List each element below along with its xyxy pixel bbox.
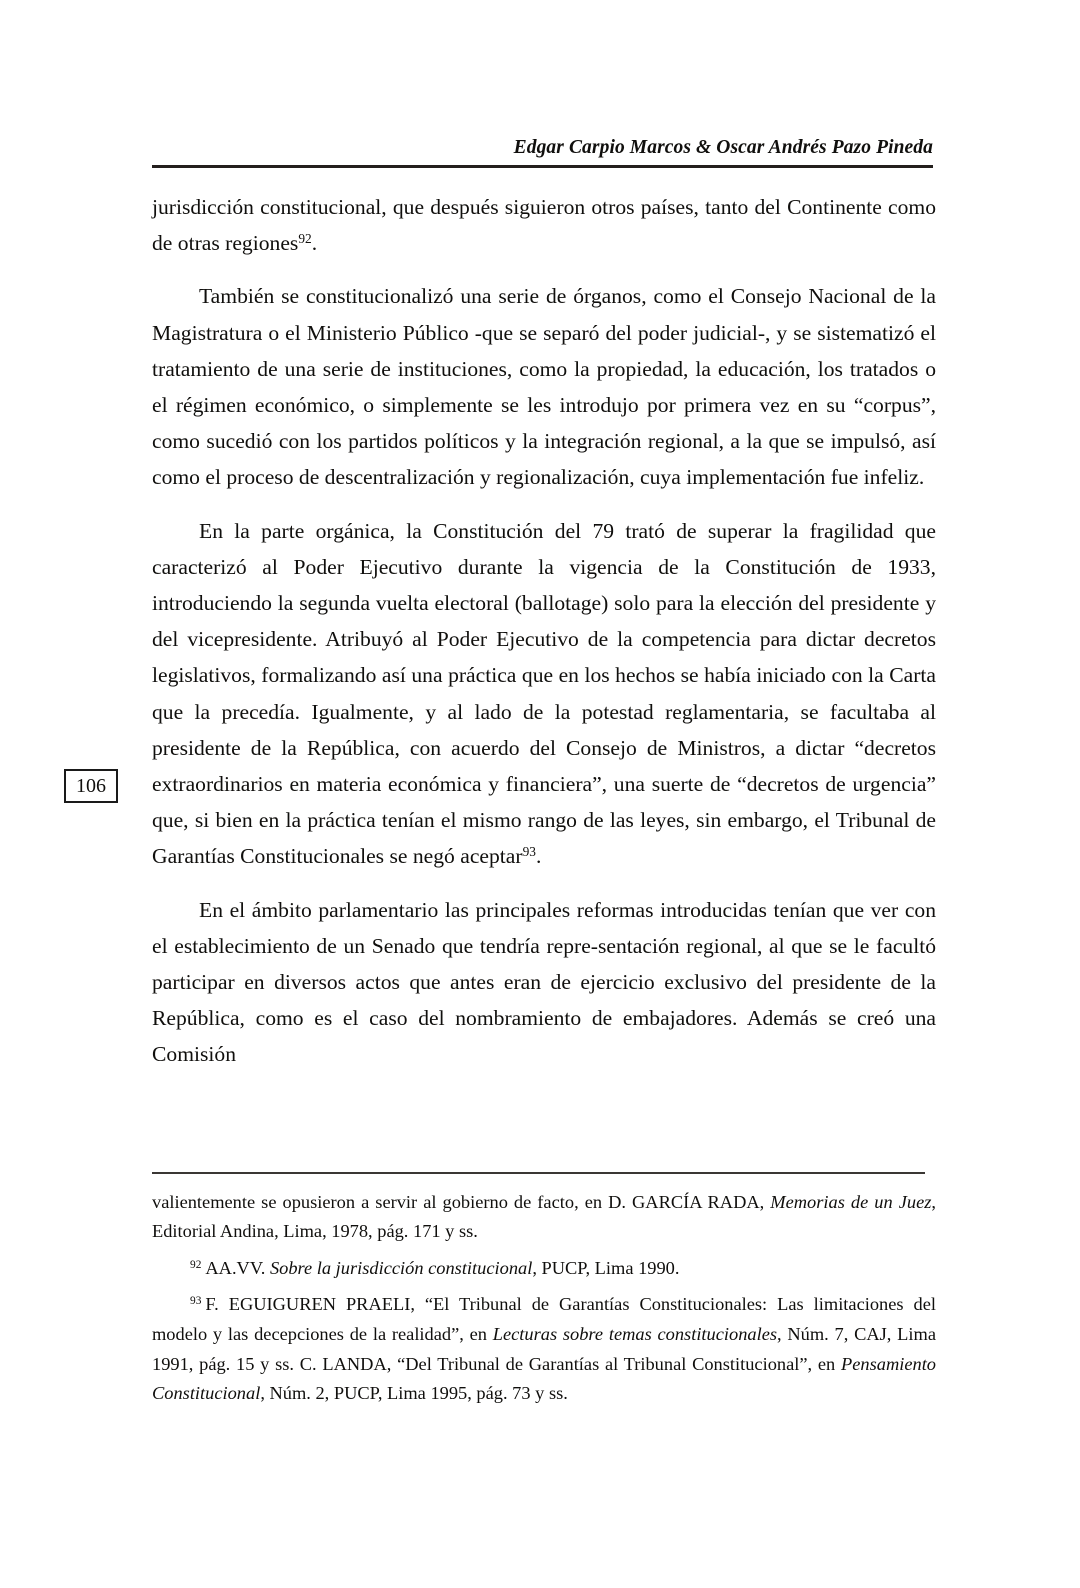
footnote-reference-92[interactable]: 92	[298, 231, 312, 247]
footnote-92	[152, 1254, 936, 1284]
footnote-title-italic-2: Pensamiento Constitucional	[152, 1353, 936, 1404]
footnote-text-tail: , PUCP, Lima 1990.	[532, 1257, 680, 1278]
footnote-title-italic: Sobre la jurisdicción constitucional	[269, 1257, 533, 1278]
footnote-93	[152, 1290, 936, 1408]
footnote-text: F. EGUIGUREN PRAELI, “El Tribunal de Garantías Constitucionales: Las limitaciones del modelo y las decepciones de la realidad”, en	[152, 1294, 936, 1344]
footnotes-section	[152, 1172, 936, 1409]
paragraph-text: jurisdicción constitucional, que después siguieron otros países, tanto del Continente como de otras regiones	[152, 195, 936, 256]
footnote-reference-93[interactable]: 93	[522, 844, 536, 860]
page-header	[152, 136, 933, 168]
footnote-text: valientemente se opusieron a servir al gobierno de facto, en D. GARCÍA RADA,	[152, 1191, 771, 1212]
header-rule	[152, 165, 933, 168]
paragraph-text-tail: .	[535, 844, 542, 869]
footnote-text: AA.VV.	[205, 1257, 270, 1278]
footnote-title-italic-1: Lecturas sobre temas constitucionales	[492, 1323, 778, 1344]
paragraph-text-tail: .	[311, 231, 318, 256]
paragraph-organos: También se constitucionalizó una serie de órganos, como el Consejo Nacional de la Magistratura o el Ministerio Público -que se separó del poder judicial-, y se sistematizó el tratamiento de una serie de instituciones, como la propiedad, la educación, los tratados o el régimen económico, o simplemente se les introdujo por primera vez en su “corpus”, como sucedió con los partidos políticos y la integración regional, a la que se impulsó, así como el proceso de descentralización y regionalización, cuya implementación fue infeliz.	[152, 284, 936, 490]
footnote-number-92: 92	[190, 1258, 202, 1271]
footnote-title-italic: Memorias de un Juez	[770, 1191, 932, 1212]
body-text-column	[152, 189, 936, 1073]
paragraph-text: En la parte orgánica, la Constitución del 79 trató de superar la fragilidad que caracterizó al Poder Ejecutivo durante la vigencia de la Constitución de 1933, introduciendo la segunda vuelta electoral (ballotage) solo para la elección del presidente y del vicepresidente. Atribuyó al Poder Ejecutivo de la competencia para dictar decretos legislativos, formalizando así una práctica que en los hechos se había iniciado con la Carta que la precedía. Igualmente, y al lado de la potestad reglamentaria, se facultaba al presidente de la República, con acuerdo del Consejo de Ministros, a dictar “decretos extraordinarios en materia económica y financiera”, una suerte de “decretos de urgencia” que, si bien en la práctica tenían el mismo rango de las leyes, sin embargo, el Tribunal de Garantías Constitucionales se negó aceptar	[152, 518, 936, 869]
paragraph-ambito-parlamentario: En el ámbito parlamentario las principales reformas introducidas tenían que ver con el establecimiento de un Senado que tendría repre-sentación regional, al que se le facultó participar en diversos actos que antes eran de ejercicio exclusivo del presidente de la República, como es el caso del nombramiento de embajadores. Además se creó una Comisión	[152, 897, 936, 1067]
paragraph-parte-organica	[152, 513, 936, 875]
footnote-continued	[152, 1188, 936, 1247]
footnote-text-tail: , Núm. 2, PUCP, Lima 1995, pág. 73 y ss.	[260, 1383, 568, 1404]
footnote-text-tail: , Editorial Andina, Lima, 1978, pág. 171 y ss.	[152, 1191, 936, 1242]
page-number-box	[64, 769, 118, 803]
footnote-separator-rule	[152, 1172, 925, 1174]
paragraph-continuation	[152, 189, 936, 261]
footnote-text-middle: , Núm. 7, CAJ, Lima 1991, pág. 15 y ss. C. LANDA, “Del Tribunal de Garantías al Tribunal Constitucional”, en	[152, 1323, 936, 1374]
footnote-number-93: 93	[190, 1295, 202, 1308]
page-number: 106	[76, 775, 106, 797]
running-head-title: Edgar Carpio Marcos & Oscar Andrés Pazo Pineda	[513, 137, 933, 158]
